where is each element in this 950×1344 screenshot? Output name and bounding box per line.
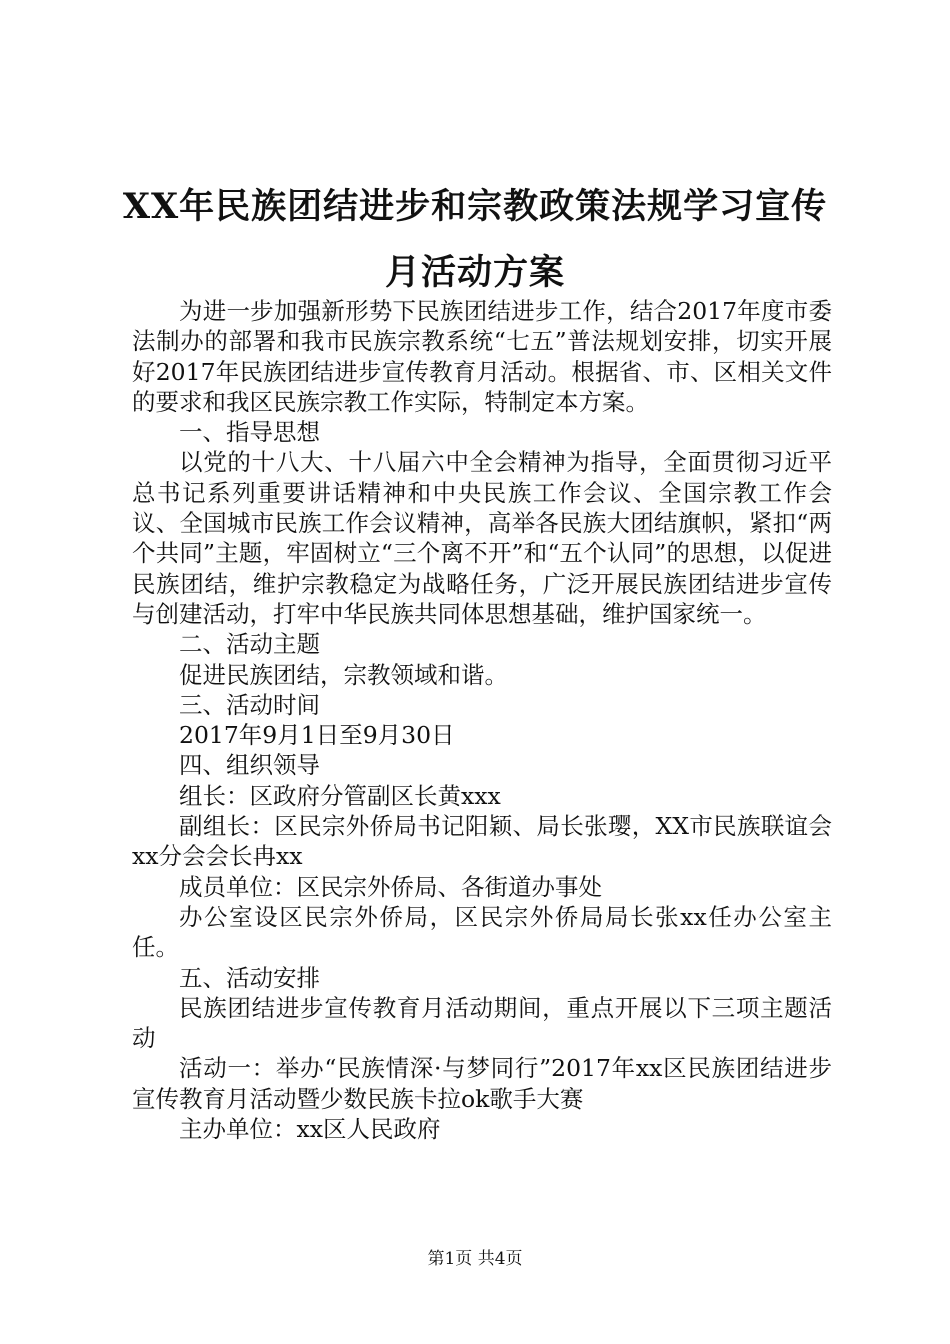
document-title	[120, 174, 830, 306]
title-line-1: XX年民族团结进步和宗教政策法规学习宣传	[122, 186, 828, 227]
title-line-2: 月活动方案	[384, 252, 565, 293]
team-leader-paragraph: 组长：区政府分管副区长黄xxx	[179, 781, 501, 810]
page-indicator: 第1页 共4页	[427, 1249, 523, 1269]
page-footer	[0, 1244, 950, 1269]
deputy-leader-paragraph: 副组长：区民宗外侨局书记阳颖、局长张璎，XX市民族联谊会xx分会会长冉xx	[132, 812, 832, 871]
activity-theme-paragraph: 促进民族团结，宗教领域和谐。	[179, 660, 508, 689]
section-heading-activity-time: 三、活动时间	[179, 690, 320, 719]
activity-time-paragraph: 2017年9月1日至9月30日	[179, 721, 455, 750]
member-units-paragraph: 成员单位：区民宗外侨局、各街道办事处	[179, 872, 602, 901]
section-heading-activity-arrangement: 五、活动安排	[179, 963, 320, 992]
section-heading-organization: 四、组织领导	[179, 751, 320, 780]
section-heading-guiding-ideology: 一、指导思想	[179, 418, 320, 447]
intro-paragraph: 为进一步加强新形势下民族团结进步工作，结合2017年度市委法制办的部署和我市民族宗教系统“七五”普法规划安排，切实开展好2017年民族团结进步宣传教育月活动。根据省、市、区相关文件的要求和我区民族宗教工作实际，特制定本方案。	[132, 297, 832, 416]
arrangement-intro-paragraph: 民族团结进步宣传教育月活动期间，重点开展以下三项主题活动	[132, 993, 832, 1053]
office-paragraph: 办公室设区民宗外侨局，区民宗外侨局局长张xx任办公室主任。	[132, 902, 832, 962]
guiding-ideology-paragraph: 以党的十八大、十八届六中全会精神为指导，全面贯彻习近平总书记系列重要讲话精神和中央民族工作会议、全国宗教工作会议、全国城市民族工作会议精神，高举各民族大团结旗帜，紧扣“两个共同”主题，牢固树立“三个离不开”和“五个认同”的思想，以促进民族团结，维护宗教稳定为战略任务，广泛开展民族团结进步宣传与创建活动，打牢中华民族共同体思想基础，维护国家统一。	[132, 448, 832, 628]
activity-one-paragraph: 活动一：举办“民族情深·与梦同行”2017年xx区民族团结进步宣传教育月活动暨少数民族卡拉ok歌手大赛	[132, 1054, 832, 1113]
host-unit-paragraph: 主办单位：xx区人民政府	[179, 1115, 441, 1144]
section-heading-activity-theme: 二、活动主题	[179, 630, 320, 659]
document-body	[132, 296, 832, 1144]
